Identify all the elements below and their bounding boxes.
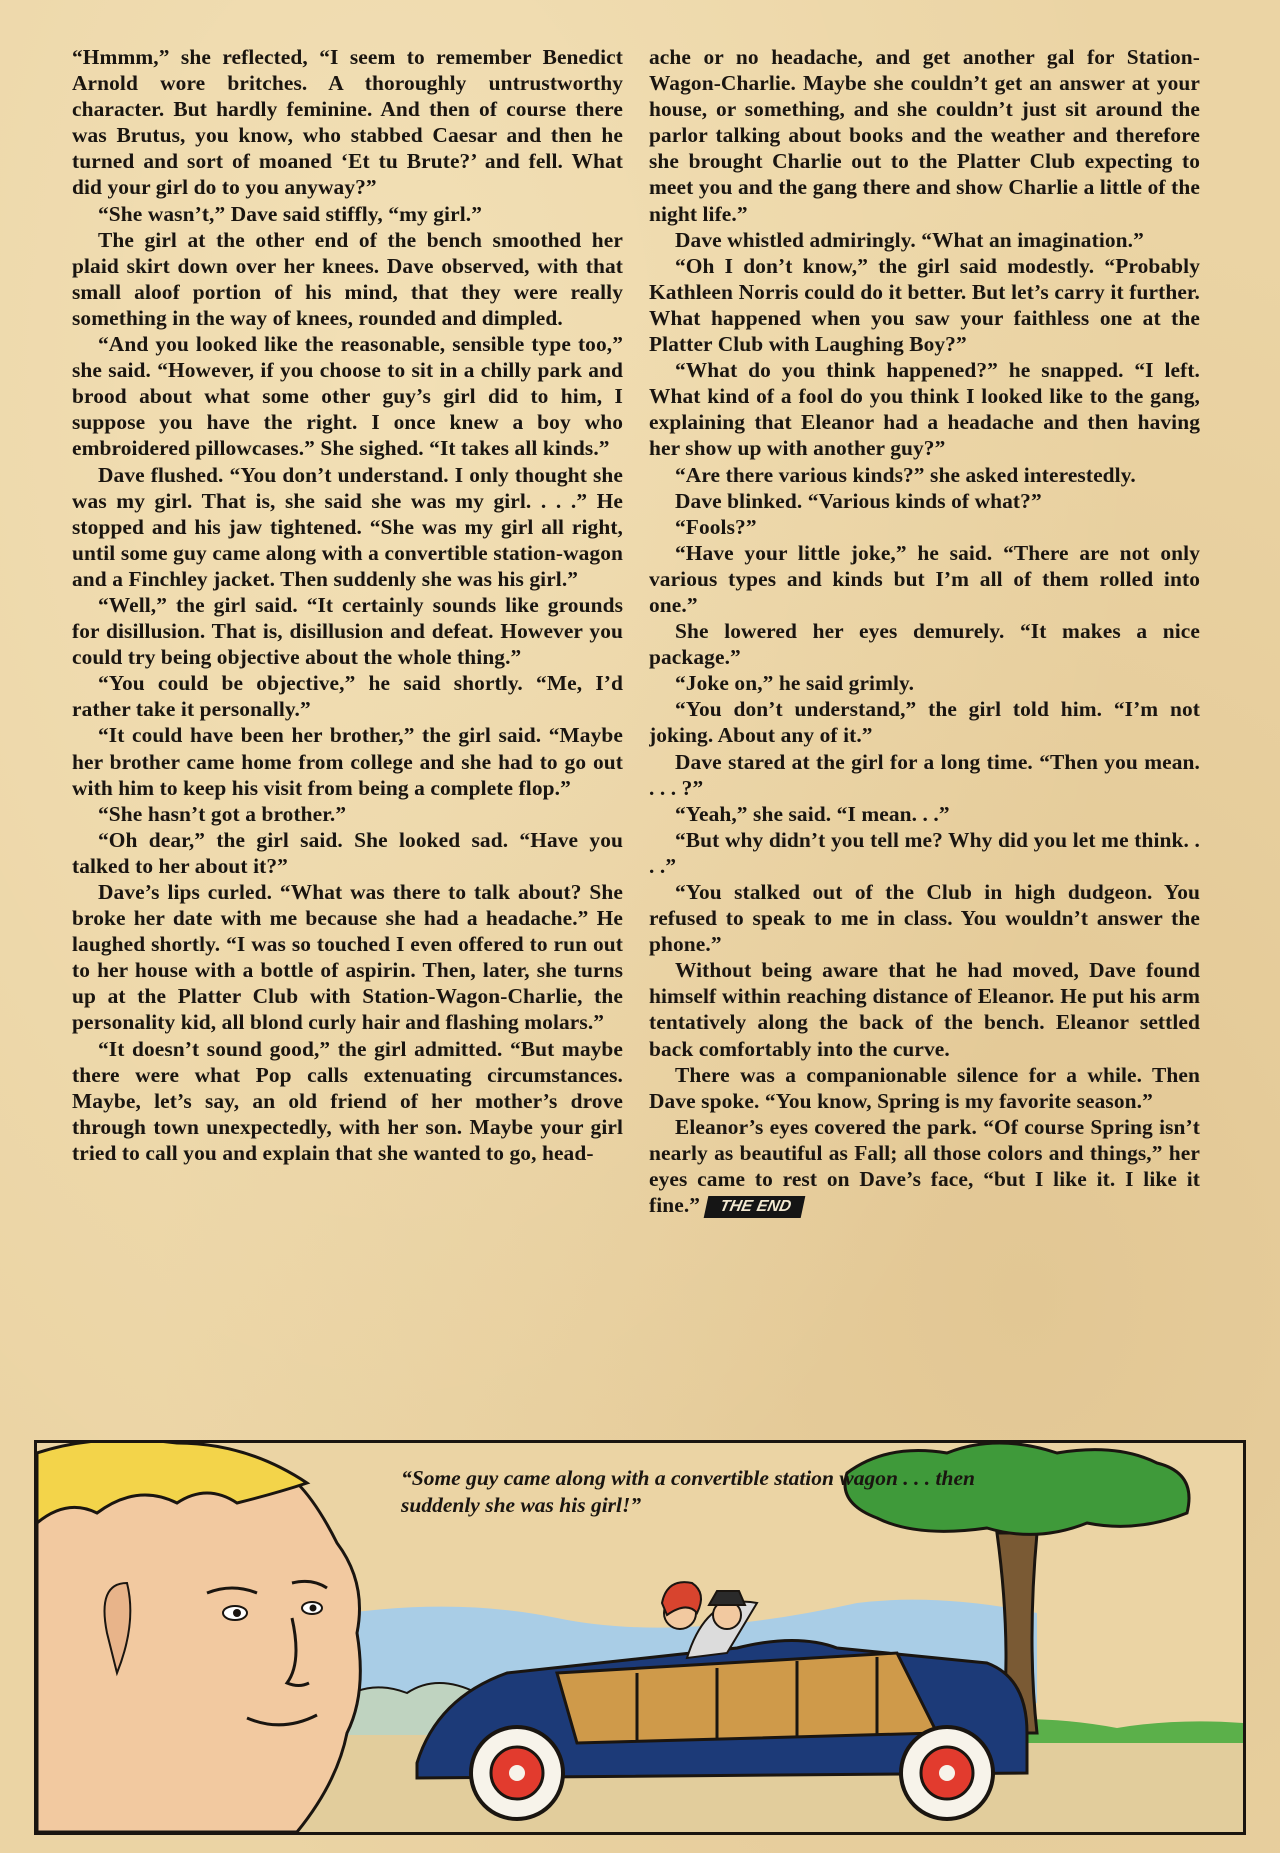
story-text (72, 44, 1200, 1438)
story-paragraph (649, 1062, 1200, 1114)
paragraph-text: “Yeah,” she said. “I mean. . .” (675, 801, 950, 826)
paragraph-text: Dave blinked. “Various kinds of what?” (675, 488, 1042, 513)
paragraph-text: Dave whistled admiringly. “What an imagination.” (675, 227, 1144, 252)
paragraph-text: “Are there various kinds?” she asked interestedly. (675, 462, 1136, 487)
story-paragraph (649, 357, 1200, 461)
paragraph-text: “She hasn’t got a brother.” (98, 801, 347, 826)
paragraph-text: “Hmmm,” she reflected, “I seem to remember Benedict Arnold wore britches. A thoroughly untrustworthy character. But hardly feminine. And then of course there was Brutus, you know, who stabbed Caesar and then he turned and sort of moaned ‘Et tu Brute?’ and fell. What did your girl do to you anyway?” (72, 45, 623, 200)
story-paragraph (649, 1114, 1200, 1218)
paragraph-text: “Oh dear,” the girl said. She looked sad. “Have you talked to her about it?” (72, 827, 623, 878)
story-paragraph (649, 462, 1200, 488)
paragraph-text: There was a companionable silence for a while. Then Dave spoke. “You know, Spring is my favorite season.” (649, 1062, 1200, 1113)
story-paragraph (649, 253, 1200, 357)
paragraph-text: “But why didn’t you tell me? Why did you let me think. . . .” (649, 827, 1200, 878)
story-paragraph (649, 618, 1200, 670)
paragraph-text: “And you looked like the reasonable, sensible type too,” she said. “However, if you choose to sit in a chilly park and brood about what some other guy’s girl did to him, I suppose you have the right. I once knew a boy who embroidered pillowcases.” She sighed. “It takes all kinds.” (72, 332, 623, 461)
paragraph-text: The girl at the other end of the bench smoothed her plaid skirt down over her knees. Dave observed, with that small aloof portion of his mind, that they were really something in the way of knees, rounded and dimpled. (72, 227, 623, 330)
paragraph-text: “Well,” the girl said. “It certainly sounds like grounds for disillusion. That is, disillusion and defeat. However you could try being objective about the whole thing.” (72, 592, 623, 670)
story-paragraph (649, 957, 1200, 1061)
paragraph-text: “Fools?” (675, 514, 757, 539)
story-paragraph (649, 827, 1200, 879)
story-paragraph (72, 827, 623, 879)
paragraph-text: “She wasn’t,” Dave said stiffly, “my girl.” (98, 201, 482, 226)
story-paragraph (72, 879, 623, 1036)
story-paragraph (649, 227, 1200, 253)
story-paragraph (72, 801, 623, 827)
paragraph-text: She lowered her eyes demurely. “It makes a nice package.” (649, 619, 1200, 670)
story-paragraph (649, 749, 1200, 801)
story-paragraph (649, 44, 1200, 227)
story-paragraph (72, 462, 623, 592)
paragraph-text: Without being aware that he had moved, Dave found himself within reaching distance of Eleanor. He put his arm tentatively along the back of the bench. Eleanor settled back comfortably into the curve. (649, 958, 1200, 1061)
story-paragraph (649, 514, 1200, 540)
paragraph-text: “Joke on,” he said grimly. (675, 671, 915, 696)
paragraph-text: Dave’s lips curled. “What was there to talk about? She broke her date with me because she had a headache.” He laughed shortly. “I was so touched I even offered to run out to her house with a bottle of aspirin. Then, later, she turns up at the Platter Club with Station-Wagon-Charlie, the personality kid, all blond curly hair and flashing molars.” (72, 880, 623, 1035)
paragraph-text: “You don’t understand,” the girl told him. “I’m not joking. About any of it.” (649, 697, 1200, 748)
panel-caption: “Some guy came along with a convertible station wagon . . . then suddenly she was his girl!” (401, 1466, 975, 1517)
story-paragraph (72, 331, 623, 461)
story-column-right (649, 44, 1200, 1438)
paragraph-text: “You stalked out of the Club in high dudgeon. You refused to speak to me in class. You wouldn’t answer the phone.” (649, 880, 1200, 957)
paragraph-text: “Have your little joke,” he said. “There are not only various types and kinds but I’m all of them rolled into one.” (649, 540, 1200, 617)
story-paragraph (649, 670, 1200, 696)
story-paragraph (649, 696, 1200, 748)
man-portrait (37, 1443, 360, 1832)
paragraph-text: “What do you think happened?” he snapped. “I left. What kind of a fool do you think I looked like to the gang, explaining that Eleanor had a headache and then having her show up with another guy?” (649, 358, 1200, 461)
paragraph-text: “You could be objective,” he said shortly. “Me, I’d rather take it personally.” (72, 671, 623, 722)
story-column-left (72, 44, 623, 1438)
paragraph-text: Dave flushed. “You don’t understand. I only thought she was my girl. That is, she said she was my girl. . . .” He stopped and his jaw tightened. “She was my girl all right, until some guy came along with a convertible station-wagon and a Finchley jacket. Then suddenly she was his girl.” (72, 462, 623, 591)
story-paragraph (649, 879, 1200, 957)
illustration-panel (34, 1440, 1246, 1835)
story-paragraph (72, 1036, 623, 1166)
story-paragraph (72, 722, 623, 800)
paragraph-text: Eleanor’s eyes covered the park. “Of course Spring isn’t nearly as beautiful as Fall; all those colors and things,” her eyes came to rest on Dave’s face, “but I like it. I like it fine.” (649, 1114, 1200, 1218)
story-paragraph (649, 488, 1200, 514)
story-paragraph (72, 201, 623, 227)
paragraph-text: ache or no headache, and get another gal for Station-Wagon-Charlie. Maybe she couldn’t get an answer at your house, or something, and she couldn’t just sit around the parlor talking about books and the weather and therefore she brought Charlie out to the Platter Club expecting to meet you and the gang there and show Charlie a little of the night life.” (649, 45, 1200, 226)
story-paragraph (72, 592, 623, 670)
paragraph-text: Dave stared at the girl for a long time. “Then you mean. . . . ?” (649, 749, 1200, 800)
story-paragraph (649, 540, 1200, 618)
paragraph-text: “It could have been her brother,” the girl said. “Maybe her brother came home from college and she had to go out with him to keep his visit from being a complete flop.” (72, 723, 623, 800)
story-paragraph (72, 44, 623, 201)
story-paragraph (649, 801, 1200, 827)
paragraph-text: “It doesn’t sound good,” the girl admitted. “But maybe there were what Pop calls extenuating circumstances. Maybe, let’s say, an old friend of her mother’s drove through town unexpectedly, with her son. Maybe your girl tried to call you and explain that she wanted to go, head- (72, 1036, 623, 1165)
the-end-badge: THE END (704, 1196, 806, 1218)
story-paragraph (72, 227, 623, 331)
story-paragraph (72, 670, 623, 722)
paragraph-text: “Oh I don’t know,” the girl said modestly. “Probably Kathleen Norris could do it better. But let’s carry it further. What happened when you saw your faithless one at the Platter Club with Laughing Boy?” (649, 253, 1200, 357)
